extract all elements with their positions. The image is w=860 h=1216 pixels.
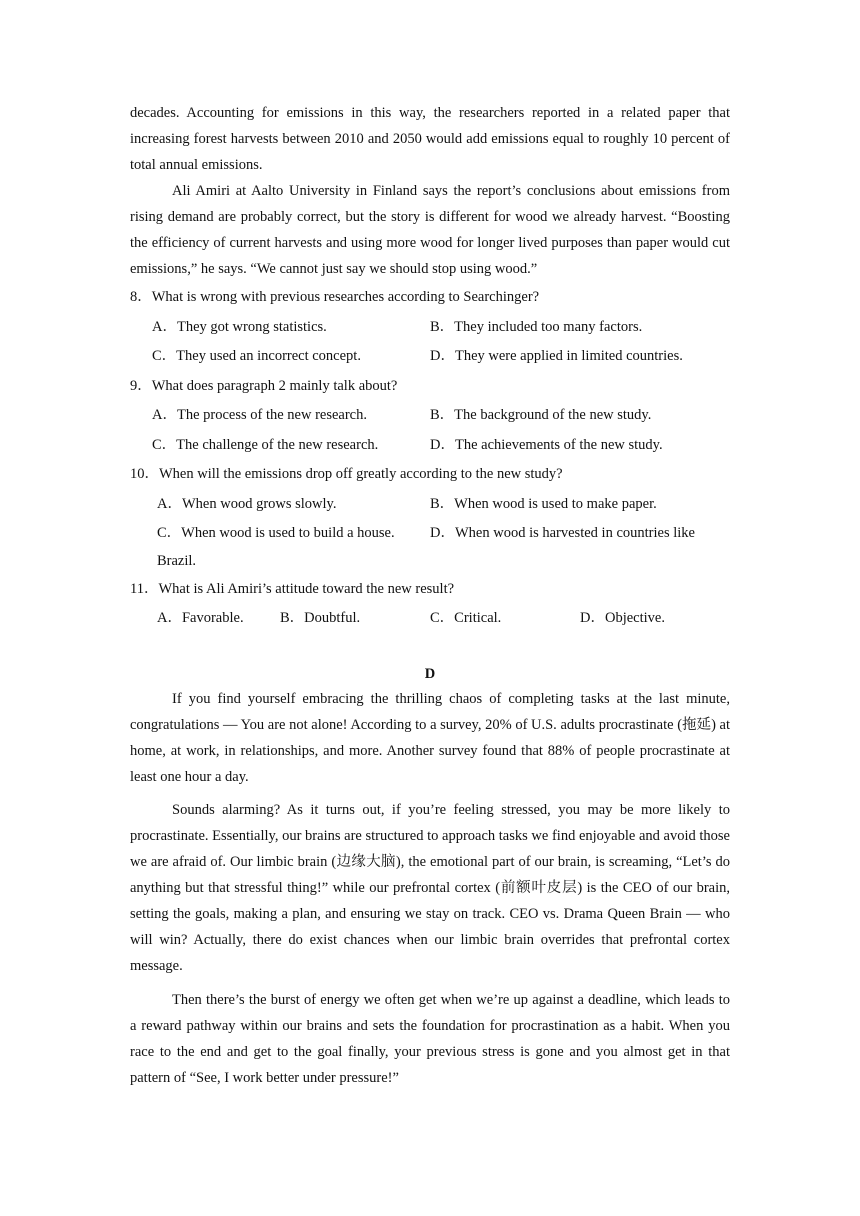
passage-d-paragraph-2: Sounds alarming? As it turns out, if you’re feeling stressed, you may be more likely to procrastinate. Essentially, our brains are structured to approach tasks we find enjoyable and avoid those we are afraid of. Our limbic brain (边缘大脑), the emotional part of our brain, is screaming, “Let’s do anything but that stressful thing!” while our prefrontal cortex (前额叶皮层) is the CEO of our brain, setting the goals, making a plan, and ensuring we stay on track. CEO vs. Drama Queen Brain — who will win? Actually, there do exist chances when our limbic brain overrides that prefrontal cortex message. <box>130 802 730 974</box>
question-9-option-a: A．The process of the new research. <box>152 407 367 423</box>
question-11-option-c: C．Critical. <box>430 610 502 626</box>
question-9-option-c: C．The challenge of the new research. <box>152 437 379 453</box>
question-10-stem: 10．When will the emissions drop off greatly according to the new study? <box>130 466 563 482</box>
question-9-option-b: B．The background of the new study. <box>430 407 652 423</box>
question-11-option-a: A．Favorable. <box>157 610 244 626</box>
question-10-option-c: C．When wood is used to build a house. <box>157 525 395 541</box>
question-11-option-d: D．Objective. <box>580 610 665 626</box>
question-8-option-d: D．They were applied in limited countries. <box>430 348 683 364</box>
question-10-option-b: B．When wood is used to make paper. <box>430 496 657 512</box>
question-9-stem: 9．What does paragraph 2 mainly talk about? <box>130 378 398 394</box>
question-9-option-d: D．The achievements of the new study. <box>430 437 663 453</box>
passage-c-paragraph-end: decades. Accounting for emissions in this way, the researchers reported in a related paper that increasing forest harvests between 2010 and 2050 would add emissions equal to roughly 10 percent of total annual emissions. <box>130 105 730 173</box>
question-8-stem: 8．What is wrong with previous researches according to Searchinger? <box>130 289 540 305</box>
question-8-option-b: B．They included too many factors. <box>430 319 643 335</box>
question-10-option-a: A．When wood grows slowly. <box>157 496 337 512</box>
passage-d-paragraph-3: Then there’s the burst of energy we often get when we’re up against a deadline, which leads to a reward pathway within our brains and sets the foundation for procrastination as a habit. When you race to the end and get to the goal finally, your previous stress is gone and you almost get in that pattern of “See, I work better under pressure!” <box>130 992 730 1086</box>
question-11-option-b: B．Doubtful. <box>280 610 361 626</box>
question-11-stem: 11．What is Ali Amiri’s attitude toward the new result? <box>130 581 455 597</box>
question-8-option-c: C．They used an incorrect concept. <box>152 348 361 364</box>
question-8-option-a: A．They got wrong statistics. <box>152 319 327 335</box>
question-10-option-d: D．When wood is harvested in countries like <box>430 525 695 541</box>
passage-d-paragraph-1: If you find yourself embracing the thrilling chaos of completing tasks at the last minute, congratulations — You are not alone! According to a survey, 20% of U.S. adults procrastinate (拖延) at home, at work, in relationships, and more. Another survey found that 88% of people procrastinate at least one hour a day. <box>130 691 730 785</box>
question-10-option-d-continued: Brazil. <box>157 553 197 569</box>
passage-d-title: D <box>424 666 436 682</box>
passage-c-paragraph-amiri: Ali Amiri at Aalto University in Finland says the report’s conclusions about emissions from rising demand are probably correct, but the story is different for wood we already harvest. “Boosting the efficiency of current harvests and using more wood for longer lived purposes than paper would cut emissions,” he says. “We cannot just say we should stop using wood.” <box>130 183 730 277</box>
